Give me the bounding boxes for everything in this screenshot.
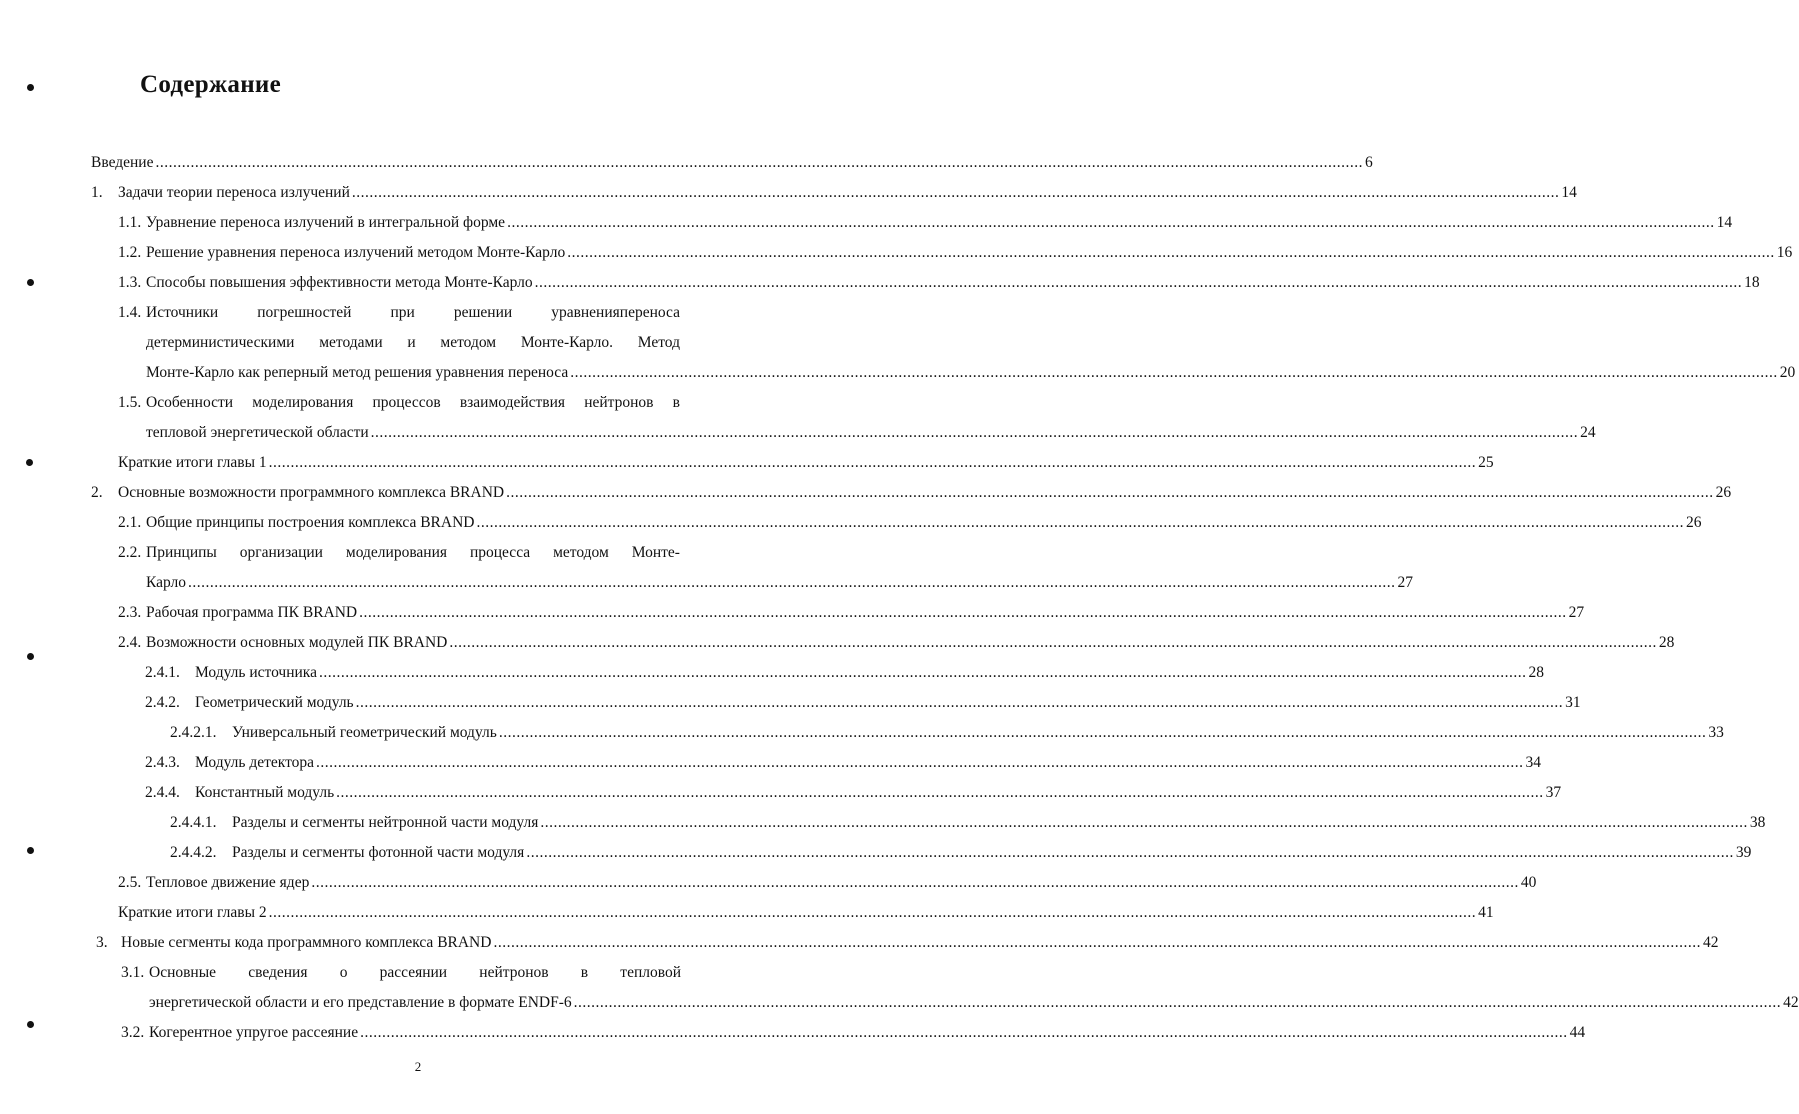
dot-leader xyxy=(371,423,1579,443)
toc-entry-title: Уравнение переноса излучений в интегральной форме xyxy=(146,214,506,231)
word: процессов xyxy=(372,394,441,411)
toc-entry-number xyxy=(118,393,141,413)
dot-leader xyxy=(336,783,1544,803)
toc-entry-number: 3.1. xyxy=(121,964,145,981)
toc-entry[interactable] xyxy=(146,573,1414,593)
word: погрешностей xyxy=(257,304,352,321)
word: методом xyxy=(440,334,497,351)
toc-entry-number: 2.4.1. xyxy=(145,664,180,681)
toc-entry-number: 2.3. xyxy=(118,604,142,621)
dot-leader xyxy=(499,723,1707,743)
toc-entry-title-line[interactable] xyxy=(146,303,680,323)
toc-entry-title: тепловой энергетической области xyxy=(146,424,369,441)
toc-entry-title: Модуль источника xyxy=(195,664,317,681)
dot-leader xyxy=(316,753,1524,773)
toc-entry[interactable] xyxy=(91,153,1373,173)
toc-entry-number: 1.4. xyxy=(118,304,142,321)
toc-entry[interactable] xyxy=(145,753,1542,773)
toc-entry-number: 3. xyxy=(96,934,108,951)
toc-entry-title: Когерентное упругое рассеяние xyxy=(149,1024,359,1041)
toc-entry-title: Универсальный геометрический модуль xyxy=(232,724,497,741)
toc-entry[interactable] xyxy=(145,783,1562,803)
toc-entry-title-line[interactable] xyxy=(146,543,680,563)
toc-entry[interactable] xyxy=(118,903,1494,923)
dot-leader xyxy=(311,873,1519,893)
toc-entry-page: 26 xyxy=(1715,484,1732,501)
word: Особенности xyxy=(146,394,234,411)
word: методом xyxy=(553,544,609,561)
word: Метод xyxy=(637,334,680,351)
toc-entry-page: 6 xyxy=(1364,154,1373,171)
toc-entry-page: 24 xyxy=(1580,424,1596,441)
word: решении xyxy=(453,304,513,321)
word: детерминистическими xyxy=(146,334,295,351)
word: взаимодействия xyxy=(459,394,566,411)
dot-leader xyxy=(319,663,1527,683)
toc-entry-title: Карло xyxy=(146,574,187,591)
toc-entry[interactable] xyxy=(121,1023,1586,1043)
toc-entry-title: Краткие итоги главы 2 xyxy=(118,904,267,921)
dot-leader xyxy=(155,153,1363,173)
toc-entry-page: 39 xyxy=(1735,844,1752,861)
toc-entry-page: 44 xyxy=(1569,1024,1586,1041)
word: процесса xyxy=(469,544,531,561)
toc-entry-page: 33 xyxy=(1708,724,1724,741)
toc-entry-number: 2.4.4. xyxy=(145,784,180,801)
word: при xyxy=(390,304,415,321)
dot-leader xyxy=(476,513,1684,533)
punch-hole-mark xyxy=(27,847,34,854)
toc-entry[interactable] xyxy=(149,993,1799,1013)
toc-entry-title: энергетической области и его представление в формате ENDF-6 xyxy=(149,994,572,1011)
word: Принципы xyxy=(146,544,217,561)
toc-entry-page: 42 xyxy=(1783,994,1799,1011)
toc-entry-title: Константный модуль xyxy=(195,784,335,801)
toc-entry-title: Введение xyxy=(91,154,154,171)
toc-entry[interactable] xyxy=(91,483,1732,503)
toc-entry-number: 3.2. xyxy=(121,1024,145,1041)
toc-entry-title: Геометрический модуль xyxy=(195,694,354,711)
toc-entry-title: Тепловое движение ядер xyxy=(146,874,310,891)
toc-entry[interactable] xyxy=(118,453,1494,473)
word: сведения xyxy=(248,964,308,981)
toc-entry[interactable] xyxy=(145,663,1544,683)
toc-entry-page: 41 xyxy=(1478,904,1494,921)
toc-entry-page: 28 xyxy=(1658,634,1675,651)
toc-entry-title: Основные возможности программного комплекса BRAND xyxy=(118,484,505,501)
toc-entry-title: Рабочая программа ПК BRAND xyxy=(146,604,358,621)
dot-leader xyxy=(356,693,1564,713)
word: Монте- xyxy=(631,544,680,561)
toc-entry-page: 38 xyxy=(1749,814,1766,831)
word: моделирования xyxy=(252,394,354,411)
dot-leader xyxy=(269,903,1477,923)
dot-leader xyxy=(526,843,1734,863)
toc-entry[interactable] xyxy=(96,933,1719,953)
word: Источники xyxy=(146,304,219,321)
toc-entry-number: 1.3. xyxy=(118,274,142,291)
word: и xyxy=(407,334,416,351)
toc-entry[interactable] xyxy=(118,513,1702,533)
word: Монте-Карло. xyxy=(520,334,614,351)
toc-entry[interactable] xyxy=(118,633,1675,653)
word: рассеянии xyxy=(379,964,448,981)
toc-entry-number xyxy=(121,963,144,983)
toc-entry-number: 1.5. xyxy=(118,394,142,411)
toc-entry-page: 37 xyxy=(1545,784,1562,801)
toc-entry-page: 25 xyxy=(1478,454,1494,471)
toc-entry-page: 14 xyxy=(1716,214,1733,231)
toc-entry-title: Решение уравнения переноса излучений методом Монте-Карло xyxy=(146,244,566,261)
word: в xyxy=(672,394,680,411)
word: моделирования xyxy=(345,544,448,561)
toc-entry-title: Модуль детектора xyxy=(195,754,315,771)
toc-entry-title-line[interactable] xyxy=(149,963,681,983)
toc-entry-number: 2.5. xyxy=(118,874,142,891)
word: о xyxy=(339,964,348,981)
word: уравненияпереноса xyxy=(551,304,680,321)
dot-leader xyxy=(567,243,1775,263)
toc-entry-page: 28 xyxy=(1528,664,1544,681)
toc-entry-title: Новые сегменты кода программного комплекса BRAND xyxy=(121,934,492,951)
toc-entry-page: 31 xyxy=(1565,694,1581,711)
toc-entry[interactable] xyxy=(170,813,1766,833)
toc-entry-number: 2.4.4.2. xyxy=(170,844,217,861)
toc-entry-title: Краткие итоги главы 1 xyxy=(118,454,267,471)
dot-leader xyxy=(540,813,1748,833)
toc-entry-number: 2.4.2. xyxy=(145,694,180,711)
dot-leader xyxy=(449,633,1657,653)
toc-entry-number: 2.2. xyxy=(118,544,142,561)
toc-entry[interactable] xyxy=(146,363,1796,383)
word: в xyxy=(580,964,589,981)
toc-entry[interactable] xyxy=(118,213,1733,233)
toc-entry-number: 1. xyxy=(91,184,103,201)
toc-entry-number: 1.2. xyxy=(118,244,142,261)
toc-entry[interactable] xyxy=(118,273,1760,293)
toc-entry[interactable] xyxy=(146,423,1596,443)
word: организации xyxy=(239,544,323,561)
toc-entry-number xyxy=(118,543,141,563)
dot-leader xyxy=(352,183,1560,203)
toc-entry-page: 27 xyxy=(1397,574,1414,591)
word: Основные xyxy=(149,964,217,981)
toc-entry-title: Разделы и сегменты нейтронной части модуля xyxy=(232,814,539,831)
toc-entry-title: Монте-Карло как реперный метод решения уравнения переноса xyxy=(146,364,569,381)
toc-entry[interactable] xyxy=(118,243,1793,263)
dot-leader xyxy=(493,933,1701,953)
toc-entry-number: 2.4.4.1. xyxy=(170,814,217,831)
dot-leader xyxy=(188,573,1396,593)
dot-leader xyxy=(574,993,1782,1013)
toc-entry-page: 40 xyxy=(1520,874,1537,891)
toc-entry-title-line[interactable] xyxy=(146,333,680,353)
toc-entry-number: 2. xyxy=(91,484,103,501)
page-number: 2 xyxy=(414,1059,422,1074)
toc-entry[interactable] xyxy=(145,693,1581,713)
punch-hole-mark xyxy=(26,459,33,466)
dot-leader xyxy=(359,603,1567,623)
punch-hole-mark xyxy=(27,84,34,91)
toc-entry-number: 2.4.3. xyxy=(145,754,180,771)
toc-entry[interactable] xyxy=(170,843,1752,863)
punch-hole-mark xyxy=(27,279,34,286)
toc-entry-page: 16 xyxy=(1776,244,1793,261)
page-title: Содержание xyxy=(140,71,282,98)
toc-entry-page: 42 xyxy=(1702,934,1719,951)
word: методами xyxy=(319,334,383,351)
toc-entry-title-line[interactable] xyxy=(146,393,680,413)
toc-entry-page: 27 xyxy=(1568,604,1585,621)
toc-entry-number: 1.1. xyxy=(118,214,142,231)
toc-entry-title: Разделы и сегменты фотонной части модуля xyxy=(232,844,525,861)
toc-entry-title: Общие принципы построения комплекса BRAND xyxy=(146,514,475,531)
toc-entry-page: 14 xyxy=(1561,184,1577,201)
toc-entry-title: Задачи теории переноса излучений xyxy=(118,184,350,201)
toc-entry[interactable] xyxy=(91,183,1577,203)
word: тепловой xyxy=(620,964,681,981)
dot-leader xyxy=(269,453,1477,473)
toc-entry[interactable] xyxy=(118,603,1585,623)
dot-leader xyxy=(570,363,1778,383)
toc-entry-number: 2.1. xyxy=(118,514,142,531)
punch-hole-mark xyxy=(27,1021,34,1028)
toc-entry[interactable] xyxy=(170,723,1724,743)
dot-leader xyxy=(507,213,1715,233)
toc-entry-page: 34 xyxy=(1525,754,1542,771)
toc-entry-title: Способы повышения эффективности метода Монте-Карло xyxy=(146,274,533,291)
toc-entry-number xyxy=(118,303,141,323)
punch-hole-mark xyxy=(27,653,34,660)
dot-leader xyxy=(506,483,1714,503)
toc-entry-number: 2.4.2.1. xyxy=(170,724,217,741)
dot-leader xyxy=(535,273,1743,293)
toc-entry-page: 20 xyxy=(1779,364,1796,381)
toc-entry[interactable] xyxy=(118,873,1537,893)
toc-entry-page: 18 xyxy=(1744,274,1760,291)
toc-entry-title: Возможности основных модулей ПК BRAND xyxy=(146,634,448,651)
word: нейтронов xyxy=(584,394,654,411)
toc-entry-number: 2.4. xyxy=(118,634,142,651)
dot-leader xyxy=(360,1023,1568,1043)
toc-entry-page: 26 xyxy=(1685,514,1702,531)
word: нейтронов xyxy=(479,964,549,981)
